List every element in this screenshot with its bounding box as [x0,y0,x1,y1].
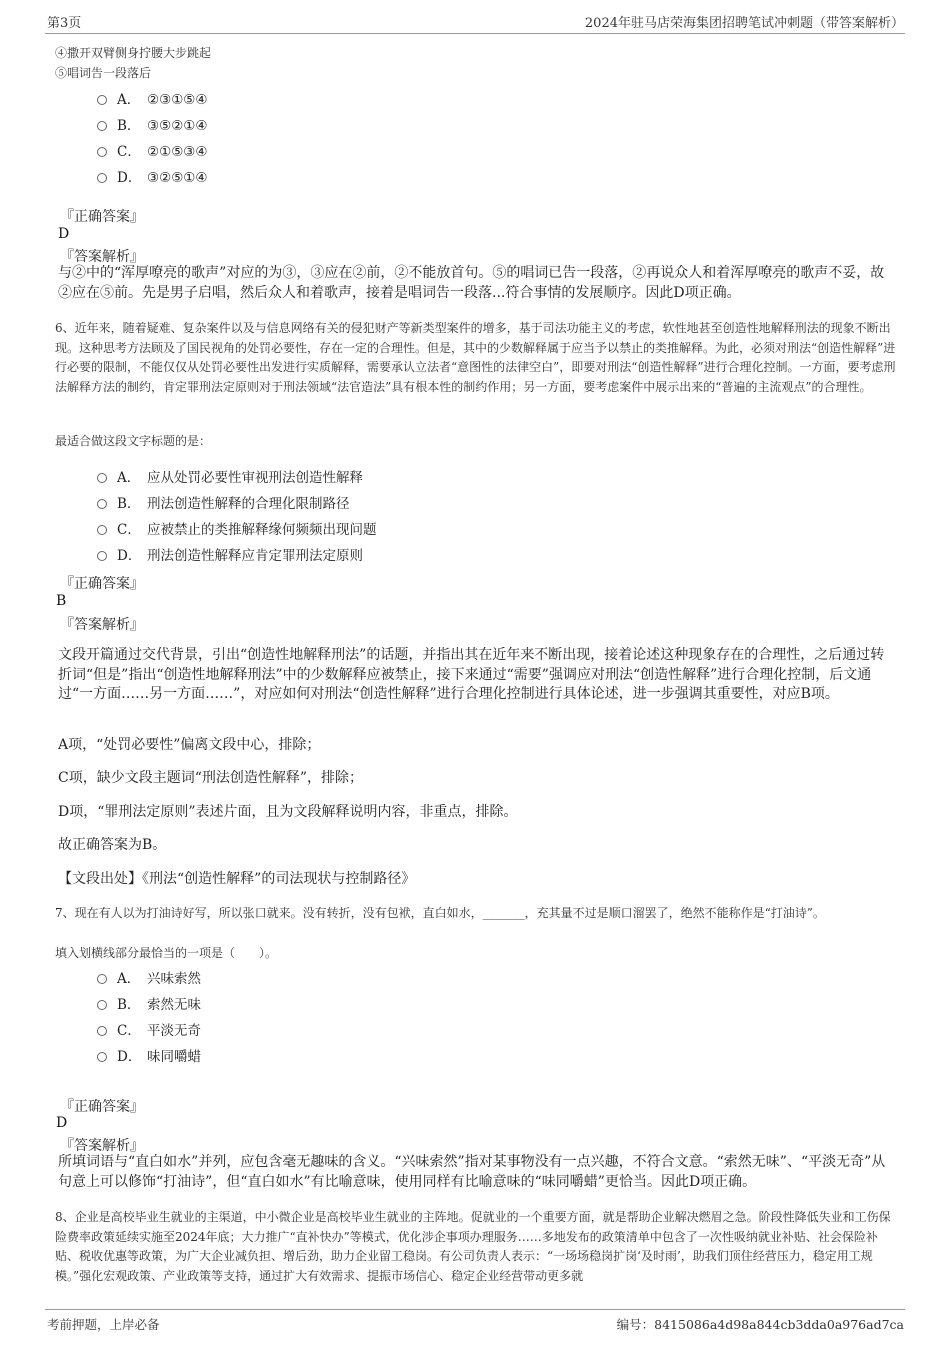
q6-stem: 6、近年来，随着疑难、复杂案件以及与信息网络有关的侵犯财产等新类型案件的增多，基于司法功能主义的考虑，软性地甚至创造性地解释刑法的现象不断出现。这种思考方法顾及了国民视角的处罚必要性，存在一定的合理性。但是，其中的少数解释属于应当予以禁止的类推解释。为此，必须对刑法“创造性解释”进行必要的限制，不能仅仅从处罚必要性出发进行实质解释，需要承认立法者“意图性的法律空白”，即要对刑法“创造性解释”进行合理化控制。一方面，要考虑刑法解释方法的制约，肯定罪刑法定原则对于刑法领域“法官造法”具有根本性的制约作用；另一方面，要考虑案件中展示出来的“普遍的主流观点”的合理性。 [55,321,896,394]
document-code: 编号：8415086a4d98a844cb3dda0a976ad7ca [616,1317,904,1332]
q6-answer-label: 『正确答案』 [60,576,144,592]
q6-option-c[interactable]: C． 应被禁止的类推解释缘何频频出现问题 [97,518,377,538]
q6-source: 【文段出处】《刑法“创造性解释”的司法现状与控制路径》 [58,871,416,887]
q6-option-d[interactable]: D． 刑法创造性解释应肯定罪刑法定原则 [97,544,363,564]
q6-point-c: C项，缺少文段主题词“刑法创造性解释”，排除； [58,770,364,786]
q5-option-d[interactable]: D． ③②⑤①④ [97,166,208,186]
radio-icon[interactable] [97,1052,107,1062]
q6-question: 最适合做这段文字标题的是： [55,434,212,448]
footer-slogan: 考前押题，上岸必备 [47,1317,160,1332]
radio-icon[interactable] [97,173,107,183]
q6-point-a: A项，“处罚必要性”偏离文段中心，排除； [58,737,321,753]
radio-icon[interactable] [97,473,107,483]
radio-icon[interactable] [97,974,107,984]
q7-option-a[interactable]: A． 兴味索然 [97,967,201,987]
q5-option-c[interactable]: C． ②①⑤③④ [97,140,208,160]
q6-point-d: D项，“罪刑法定原则”表述片面，且为文段解释说明内容，非重点，排除。 [58,804,518,820]
radio-icon[interactable] [97,95,107,105]
radio-icon[interactable] [97,1026,107,1036]
q6-option-a[interactable]: A． 应从处罚必要性审视刑法创造性解释 [97,466,363,486]
q5-option-a[interactable]: A． ②③①⑤④ [97,88,208,108]
q6-analysis-label: 『答案解析』 [60,617,144,633]
q7-analysis: 所填词语与“直白如水”并列，应包含毫无趣味的含义。“兴味索然”指对某事物没有一点兴趣，不符合文意。“索然无味”、“平淡无奇”从句意上可以修饰“打油诗”，但“直白如水”有比喻意味，使用同样有比喻意味的“味同嚼蜡”更恰当。因此D项正确。 [58,1154,886,1190]
footer-divider [45,1309,905,1310]
q7-stem: 7、现在有人以为打油诗好写，所以张口就来。没有转折，没有包袱，直白如水，_______，充其量不过是顺口溜罢了，绝然不能称作是“打油诗”。 [55,906,825,920]
q6-analysis: 文段开篇通过交代背景，引出“创造性地解释刑法”的话题，并指出其在近年来不断出现，接着论述这种现象存在的合理性，之后通过转折词“但是”指出“创造性地解释刑法”中的少数解释应被禁止，接下来通过“需要”强调应对刑法“创造性解释”进行合理化控制，后文通过“一方面……另一方面……”，对应如何对刑法“创造性解释”进行合理化控制进行具体论述，进一步强调其重要性，对应B项。 [58,647,885,702]
page-number: 第3页 [47,16,82,31]
radio-icon[interactable] [97,551,107,561]
q5-line-5: ⑤唱词告一段落后 [55,66,152,80]
q7-answer: D [56,1115,68,1131]
q5-answer-label: 『正确答案』 [60,209,144,225]
q5-analysis: 与②中的“浑厚嘹亮的歌声”对应的为③，③应在②前，②不能放首句。⑤的唱词已告一段落，②再说众人和着浑厚嘹亮的歌声不妥，故②应在⑤前。先是男子启唱，然后众人和着歌声，接着是唱词告一段落...符合事情的发展顺序。因此D项正确。 [58,265,885,301]
radio-icon[interactable] [97,121,107,131]
q5-answer: D [58,226,70,242]
q7-question: 填入划横线部分最恰当的一项是（ ）。 [55,946,278,960]
q5-analysis-label: 『答案解析』 [60,249,144,265]
q7-answer-label: 『正确答案』 [60,1099,144,1115]
q6-conclusion: 故正确答案为B。 [58,837,167,853]
q7-option-d[interactable]: D． 味同嚼蜡 [97,1045,201,1065]
document-title: 2024年驻马店荣海集团招聘笔试冲刺题（带答案解析） [584,16,904,31]
radio-icon[interactable] [97,525,107,535]
radio-icon[interactable] [97,1000,107,1010]
q6-option-b[interactable]: B． 刑法创造性解释的合理化限制路径 [97,492,350,512]
q5-option-b[interactable]: B． ③⑤②①④ [97,114,208,134]
q5-line-4: ④撒开双臂侧身拧腰大步跳起 [55,46,212,60]
header-divider [45,33,905,34]
q7-analysis-label: 『答案解析』 [60,1138,144,1154]
q7-option-c[interactable]: C． 平淡无奇 [97,1019,201,1039]
radio-icon[interactable] [97,499,107,509]
q6-answer: B [56,593,67,609]
radio-icon[interactable] [97,147,107,157]
q8-stem: 8、企业是高校毕业生就业的主渠道，中小微企业是高校毕业生就业的主阵地。促就业的一个重要方面，就是帮助企业解决燃眉之急。阶段性降低失业和工伤保险费率政策延续实施至2024年底；大力推广“直补快办”等模式，优化涉企事项办理服务……多地发布的政策清单中包含了一次性吸纳就业补贴、社会保险补贴、税收优惠等政策，为广大企业减负担、增后劲，助力企业留工稳岗。有公司负责人表示：“一场场稳岗扩岗‘及时雨’，助我们顶住经营压力，稳定用工规模。”强化宏观政策、产业政策等支持，通过扩大有效需求、提振市场信心、稳定企业经营带动更多就 [55,1210,891,1283]
q7-option-b[interactable]: B． 索然无味 [97,993,201,1013]
